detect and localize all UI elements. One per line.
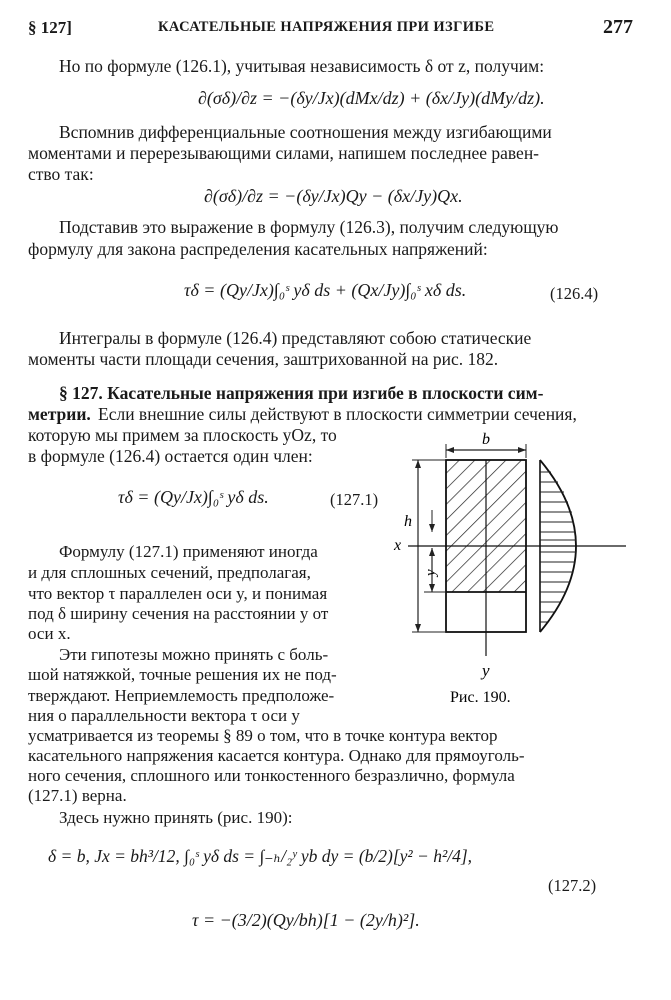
paragraph-5-line-1: которую мы примем за плоскость yOz, то <box>28 425 337 445</box>
h-half-arrow <box>429 524 435 532</box>
y-arrow-bottom <box>429 584 435 592</box>
paragraph-7-line-1: Эти гипотезы можно принять с боль- <box>59 645 329 664</box>
figure-caption: Рис. 190. <box>450 689 511 706</box>
equation-2: ∂(σδ)/∂z = −(δy/Jx)Qy − (δx/Jy)Qx. <box>204 186 463 206</box>
paragraph-6-line-5: оси x. <box>28 624 71 643</box>
h-arrow-bottom <box>415 624 421 632</box>
y-arrow-top <box>429 548 435 556</box>
equation-6: τ = −(3/2)(Qy/bh)[1 − (2y/h)²]. <box>192 910 420 930</box>
paragraph-3-line-2: формулу для закона распределения касательных напряжений: <box>28 239 488 259</box>
paragraph-4-line-2: моменты части площади сечения, заштрихованной на рис. 182. <box>28 349 499 369</box>
paragraph-2-line-3: ство так: <box>28 164 94 184</box>
paragraph-6-line-2: и для сплошных сечений, предполагая, <box>28 563 311 582</box>
label-h: h <box>404 513 412 530</box>
section-intro-line: Если внешние силы действуют в плоскости симметрии сечения, <box>98 404 577 424</box>
section-heading-line-1: § 127. Касательные напряжения при изгибе в плоскости сим- <box>59 383 544 403</box>
paragraph-1: Но по формуле (126.1), учитывая независимость δ от z, получим: <box>59 56 545 76</box>
header-section: § 127] <box>28 18 72 37</box>
equation-3: τδ = (Qy/Jx)∫₀ˢ yδ ds + (Qx/Jy)∫₀ˢ xδ ds. <box>184 280 467 300</box>
page-number: 277 <box>603 16 633 38</box>
paragraph-7-line-4: ния о параллельности вектора τ оси y <box>28 706 300 725</box>
paragraph-3-line-1: Подставив это выражение в формулу (126.3), получим следующую <box>59 217 559 237</box>
label-b: b <box>482 431 490 448</box>
paragraph-7-line-5: усматривается из теоремы § 89 о том, что в точке контура вектор <box>28 726 498 745</box>
figure-190 <box>390 420 630 710</box>
paragraph-6-line-3: что вектор τ параллелен оси y, и понимая <box>28 584 328 603</box>
label-x: x <box>394 537 402 554</box>
equation-4-number: (127.1) <box>330 490 379 509</box>
label-y-mid: y <box>423 569 439 576</box>
b-arrow-left <box>446 447 454 453</box>
paragraph-7-line-2: шой натяжкой, точные решения их не под- <box>28 665 337 684</box>
paragraph-4-line-1: Интегралы в формуле (126.4) представляют собою статические <box>59 328 532 348</box>
equation-4: τδ = (Qy/Jx)∫₀ˢ yδ ds. <box>118 487 269 507</box>
paragraph-7-line-8: (127.1) верна. <box>28 786 127 805</box>
paragraph-8: Здесь нужно принять (рис. 190): <box>59 808 293 827</box>
running-title: КАСАТЕЛЬНЫЕ НАПРЯЖЕНИЯ ПРИ ИЗГИБЕ <box>158 19 495 35</box>
label-y-axis: y <box>482 661 490 680</box>
equation-5: δ = b, Jx = bh³/12, ∫₀ˢ yδ ds = ∫₋ₕ/₂ʸ yb dy = (b/2)[y² − h²/4], <box>48 846 473 866</box>
section-heading-line-2: метрии. <box>28 404 91 424</box>
equation-5-number: (127.2) <box>548 876 597 895</box>
paragraph-6-line-4: под δ ширину сечения на расстоянии y от <box>28 604 329 623</box>
h-arrow-top <box>415 460 421 468</box>
paragraph-7-line-6: касательного напряжения касается контура. Однако для прямоуголь- <box>28 746 525 765</box>
paragraph-7-line-3: тверждают. Неприемлемость предположе- <box>28 686 335 705</box>
paragraph-2-line-2: моментами и перерезывающими силами, напишем последнее равен- <box>28 143 540 163</box>
b-arrow-right <box>518 447 526 453</box>
paragraph-6-line-1: Формулу (127.1) применяют иногда <box>59 542 318 561</box>
paragraph-2-line-1: Вспомнив дифференциальные соотношения между изгибающими <box>59 122 552 142</box>
paragraph-7-line-7: ного сечения, сплошного или тонкостенного безразлично, формула <box>28 766 515 785</box>
paragraph-5-line-2: в формуле (126.4) остается один член: <box>28 446 313 466</box>
equation-1: ∂(σδ)/∂z = −(δy/Jx)(dMx/dz) + (δx/Jy)(dMy/dz). <box>198 88 545 108</box>
equation-3-number: (126.4) <box>550 284 599 303</box>
stress-diagram-hatching <box>540 472 576 622</box>
